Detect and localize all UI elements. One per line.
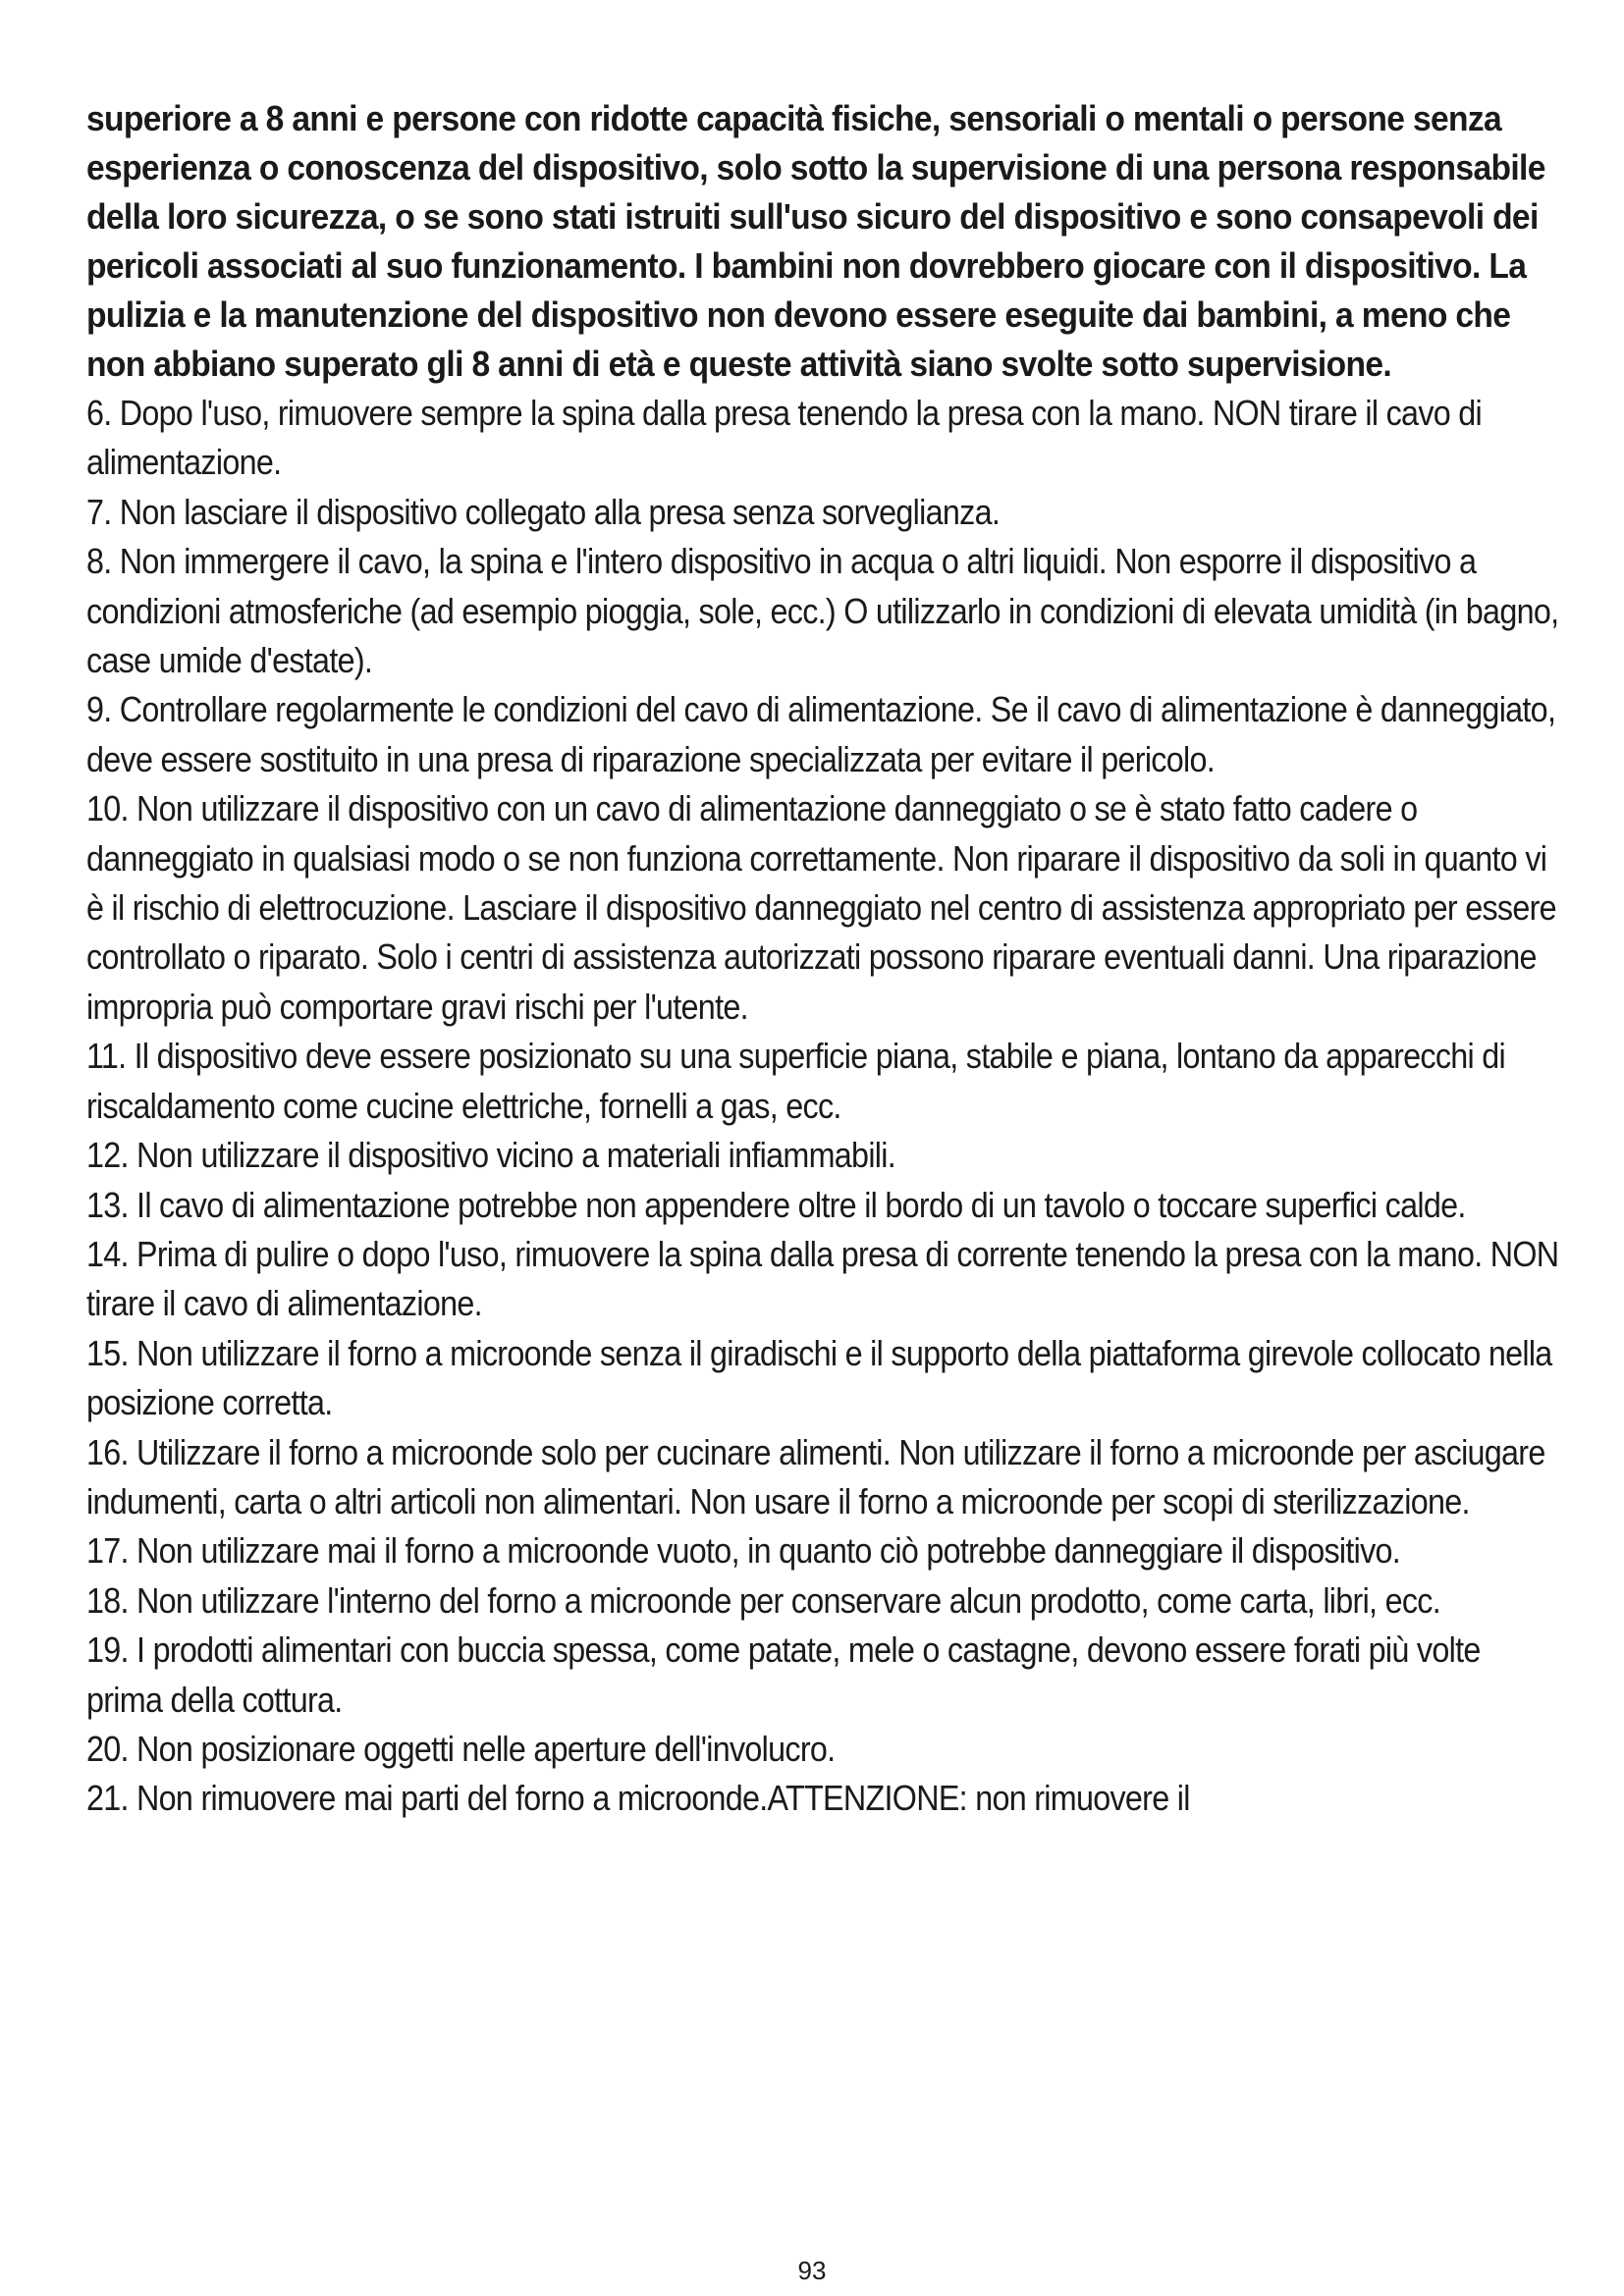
- instruction-item-20: 20. Non posizionare oggetti nelle aperture dell'involucro.: [86, 1728, 836, 1769]
- safety-instructions-list: [86, 389, 1559, 1824]
- instruction-item-15: 15. Non utilizzare il forno a microonde senza il giradischi e il supporto della piattaforma girevole collocato nella posizione corretta.: [86, 1332, 1552, 1423]
- instruction-item-16: 16. Utilizzare il forno a microonde solo per cucinare alimenti. Non utilizzare il forno a microonde per asciugare indumenti, carta o altri articoli non alimentari. Non usare il forno a microonde per scopi di sterilizzazione.: [86, 1431, 1545, 1522]
- instruction-item-9: 9. Controllare regolarmente le condizioni del cavo di alimentazione. Se il cavo di alimentazione è danneggiato, deve essere sostituito in una presa di riparazione specializzata per evitare il pericolo.: [86, 689, 1556, 779]
- instruction-item-19: 19. I prodotti alimentari con buccia spessa, come patate, mele o castagne, devono essere forati più volte prima della cottura.: [86, 1629, 1481, 1720]
- instruction-item-17: 17. Non utilizzare mai il forno a microonde vuoto, in quanto ciò potrebbe danneggiare il dispositivo.: [86, 1530, 1401, 1572]
- instruction-item-14: 14. Prima di pulire o dopo l'uso, rimuovere la spina dalla presa di corrente tenendo la presa con la mano. NON tirare il cavo di alimentazione.: [86, 1233, 1559, 1324]
- instruction-item-6: 6. Dopo l'uso, rimuovere sempre la spina dalla presa tenendo la presa con la mano. NON tirare il cavo di alimentazione.: [86, 393, 1483, 483]
- instruction-item-8: 8. Non immergere il cavo, la spina e l'intero dispositivo in acqua o altri liquidi. Non esporre il dispositivo a condizioni atmosferiche (ad esempio pioggia, sole, ecc.) O utilizzarlo in condizioni di elevata umidità (in bagno, case umide d'estate).: [86, 541, 1559, 681]
- instruction-item-12: 12. Non utilizzare il dispositivo vicino a materiali infiammabili.: [86, 1135, 895, 1176]
- instruction-item-10: 10. Non utilizzare il dispositivo con un cavo di alimentazione danneggiato o se è stato fatto cadere o danneggiato in qualsiasi modo o se non funziona correttamente. Non riparare il dispositivo da soli in quanto vi è il rischio di elettrocuzione. Lasciare il dispositivo danneggiato nel centro di assistenza appropriato per essere controllato o riparato. Solo i centri di assistenza autorizzati possono riparare eventuali danni. Una riparazione impropria può comportare gravi rischi per l'utente.: [86, 788, 1556, 1027]
- instruction-item-13: 13. Il cavo di alimentazione potrebbe non appendere oltre il bordo di un tavolo o toccare superfici calde.: [86, 1184, 1466, 1225]
- intro-bold-paragraph: superiore a 8 anni e persone con ridotte capacità fisiche, sensoriali o mentali o persone senza esperienza o conoscenza del dispositivo, solo sotto la supervisione di una persona responsabile della loro sicurezza, o se sono stati istruiti sull'uso sicuro del dispositivo e sono consapevoli dei pericoli associati al suo funzionamento. I bambini non dovrebbero giocare con il dispositivo. La pulizia e la manutenzione del dispositivo non devono essere eseguite dai bambini, a meno che non abbiano superato gli 8 anni di età e queste attività siano svolte sotto supervisione.: [86, 98, 1545, 384]
- instruction-item-11: 11. Il dispositivo deve essere posizionato su una superficie piana, stabile e piana, lontano da apparecchi di riscaldamento come cucine elettriche, fornelli a gas, ecc.: [86, 1036, 1506, 1126]
- document-page: [86, 94, 1559, 1824]
- instruction-item-7: 7. Non lasciare il dispositivo collegato alla presa senza sorveglianza.: [86, 491, 1001, 532]
- page-number: 93: [797, 2256, 827, 2285]
- instruction-item-21: 21. Non rimuovere mai parti del forno a microonde.ATTENZIONE: non rimuovere il: [86, 1778, 1190, 1819]
- instruction-item-18: 18. Non utilizzare l'interno del forno a microonde per conservare alcun prodotto, come carta, libri, ecc.: [86, 1579, 1440, 1621]
